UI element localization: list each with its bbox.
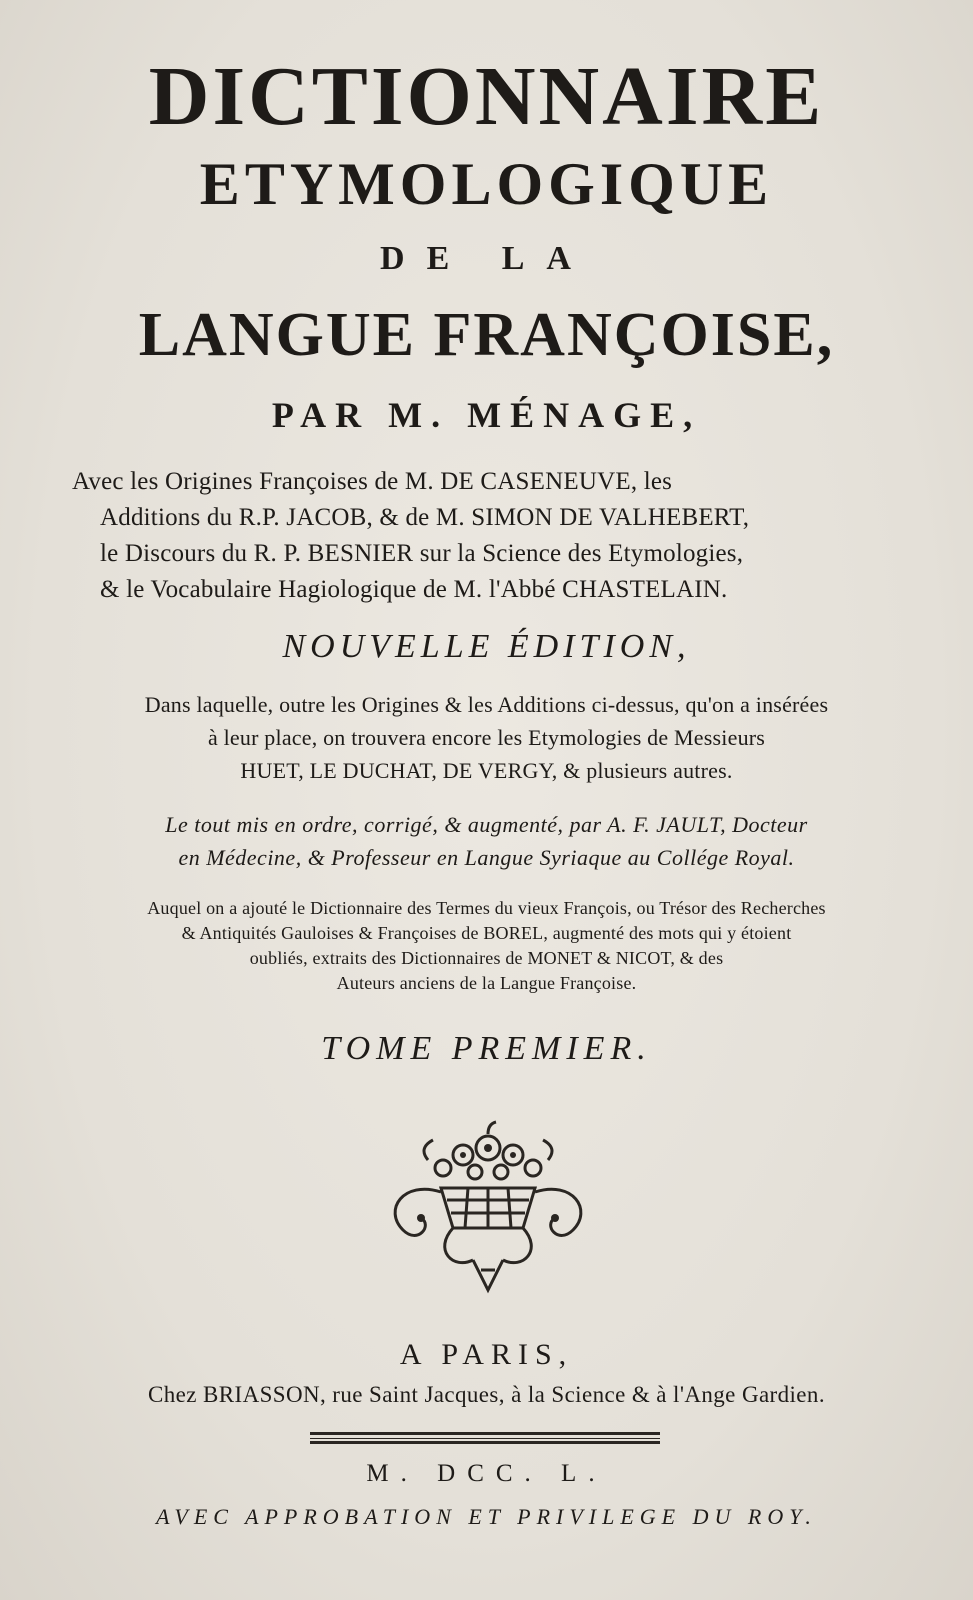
auquel-line-1: Auquel on a ajouté le Dictionnaire des Termes du vieux François, ou Trésor des Recherches bbox=[147, 898, 826, 918]
title-line-dictionnaire: DICTIONNAIRE bbox=[148, 50, 825, 143]
dans-line-2: à leur place, on trouvera encore les Etymologies de Messieurs bbox=[207, 725, 766, 750]
origins-line-4: & le Vocabulaire Hagiologique de M. l'Abbé CHASTELAIN. bbox=[100, 576, 728, 603]
auquel-line-3: oubliés, extraits des Dictionnaires de MONET & NICOT, & des bbox=[249, 948, 724, 968]
origins-line-3: le Discours du R. P. BESNIER sur la Science des Etymologies, bbox=[100, 540, 744, 567]
origins-line-1: Avec les Origines Françoises de M. DE CASENEUVE, les bbox=[72, 468, 673, 495]
editor-line-1: Le tout mis en ordre, corrigé, & augmenté, par A. F. JAULT, Docteur bbox=[165, 812, 808, 837]
author-line: PAR M. MÉNAGE, bbox=[271, 395, 702, 435]
imprint-privilege: AVEC APPROBATION ET PRIVILEGE DU ROY. bbox=[156, 1504, 817, 1529]
imprint-rule-bottom bbox=[310, 1441, 660, 1444]
imprint-rule-middle bbox=[310, 1438, 660, 1439]
dans-line-1: Dans laquelle, outre les Origines & les Additions ci-dessus, qu'on a insérées bbox=[144, 692, 829, 717]
dans-line-3: HUET, LE DUCHAT, DE VERGY, & plusieurs autres. bbox=[240, 758, 733, 783]
imprint-city: A PARIS, bbox=[399, 1338, 574, 1371]
auquel-line-4: Auteurs anciens de la Langue Françoise. bbox=[336, 973, 637, 993]
edition-heading: NOUVELLE ÉDITION, bbox=[282, 628, 691, 665]
imprint-year: M. DCC. L. bbox=[366, 1460, 607, 1487]
flower-basket-ornament-icon bbox=[373, 1120, 603, 1300]
editor-line-2: en Médecine, & Professeur en Langue Syriaque au Collége Royal. bbox=[178, 845, 795, 870]
title-line-de-la: DE LA bbox=[380, 240, 593, 277]
imprint-publisher: Chez BRIASSON, rue Saint Jacques, à la Science & à l'Ange Gardien. bbox=[148, 1382, 825, 1407]
imprint-rule-top bbox=[310, 1432, 660, 1435]
origins-line-2: Additions du R.P. JACOB, & de M. SIMON DE VALHEBERT, bbox=[100, 504, 750, 531]
auquel-line-2: & Antiquités Gauloises & Françoises de BOREL, augmenté des mots qui y étoient bbox=[181, 923, 792, 943]
tome-heading: TOME PREMIER. bbox=[321, 1030, 652, 1067]
title-line-etymologique: ETYMOLOGIQUE bbox=[199, 151, 774, 217]
title-line-langue-francoise: LANGUE FRANÇOISE, bbox=[138, 301, 835, 369]
